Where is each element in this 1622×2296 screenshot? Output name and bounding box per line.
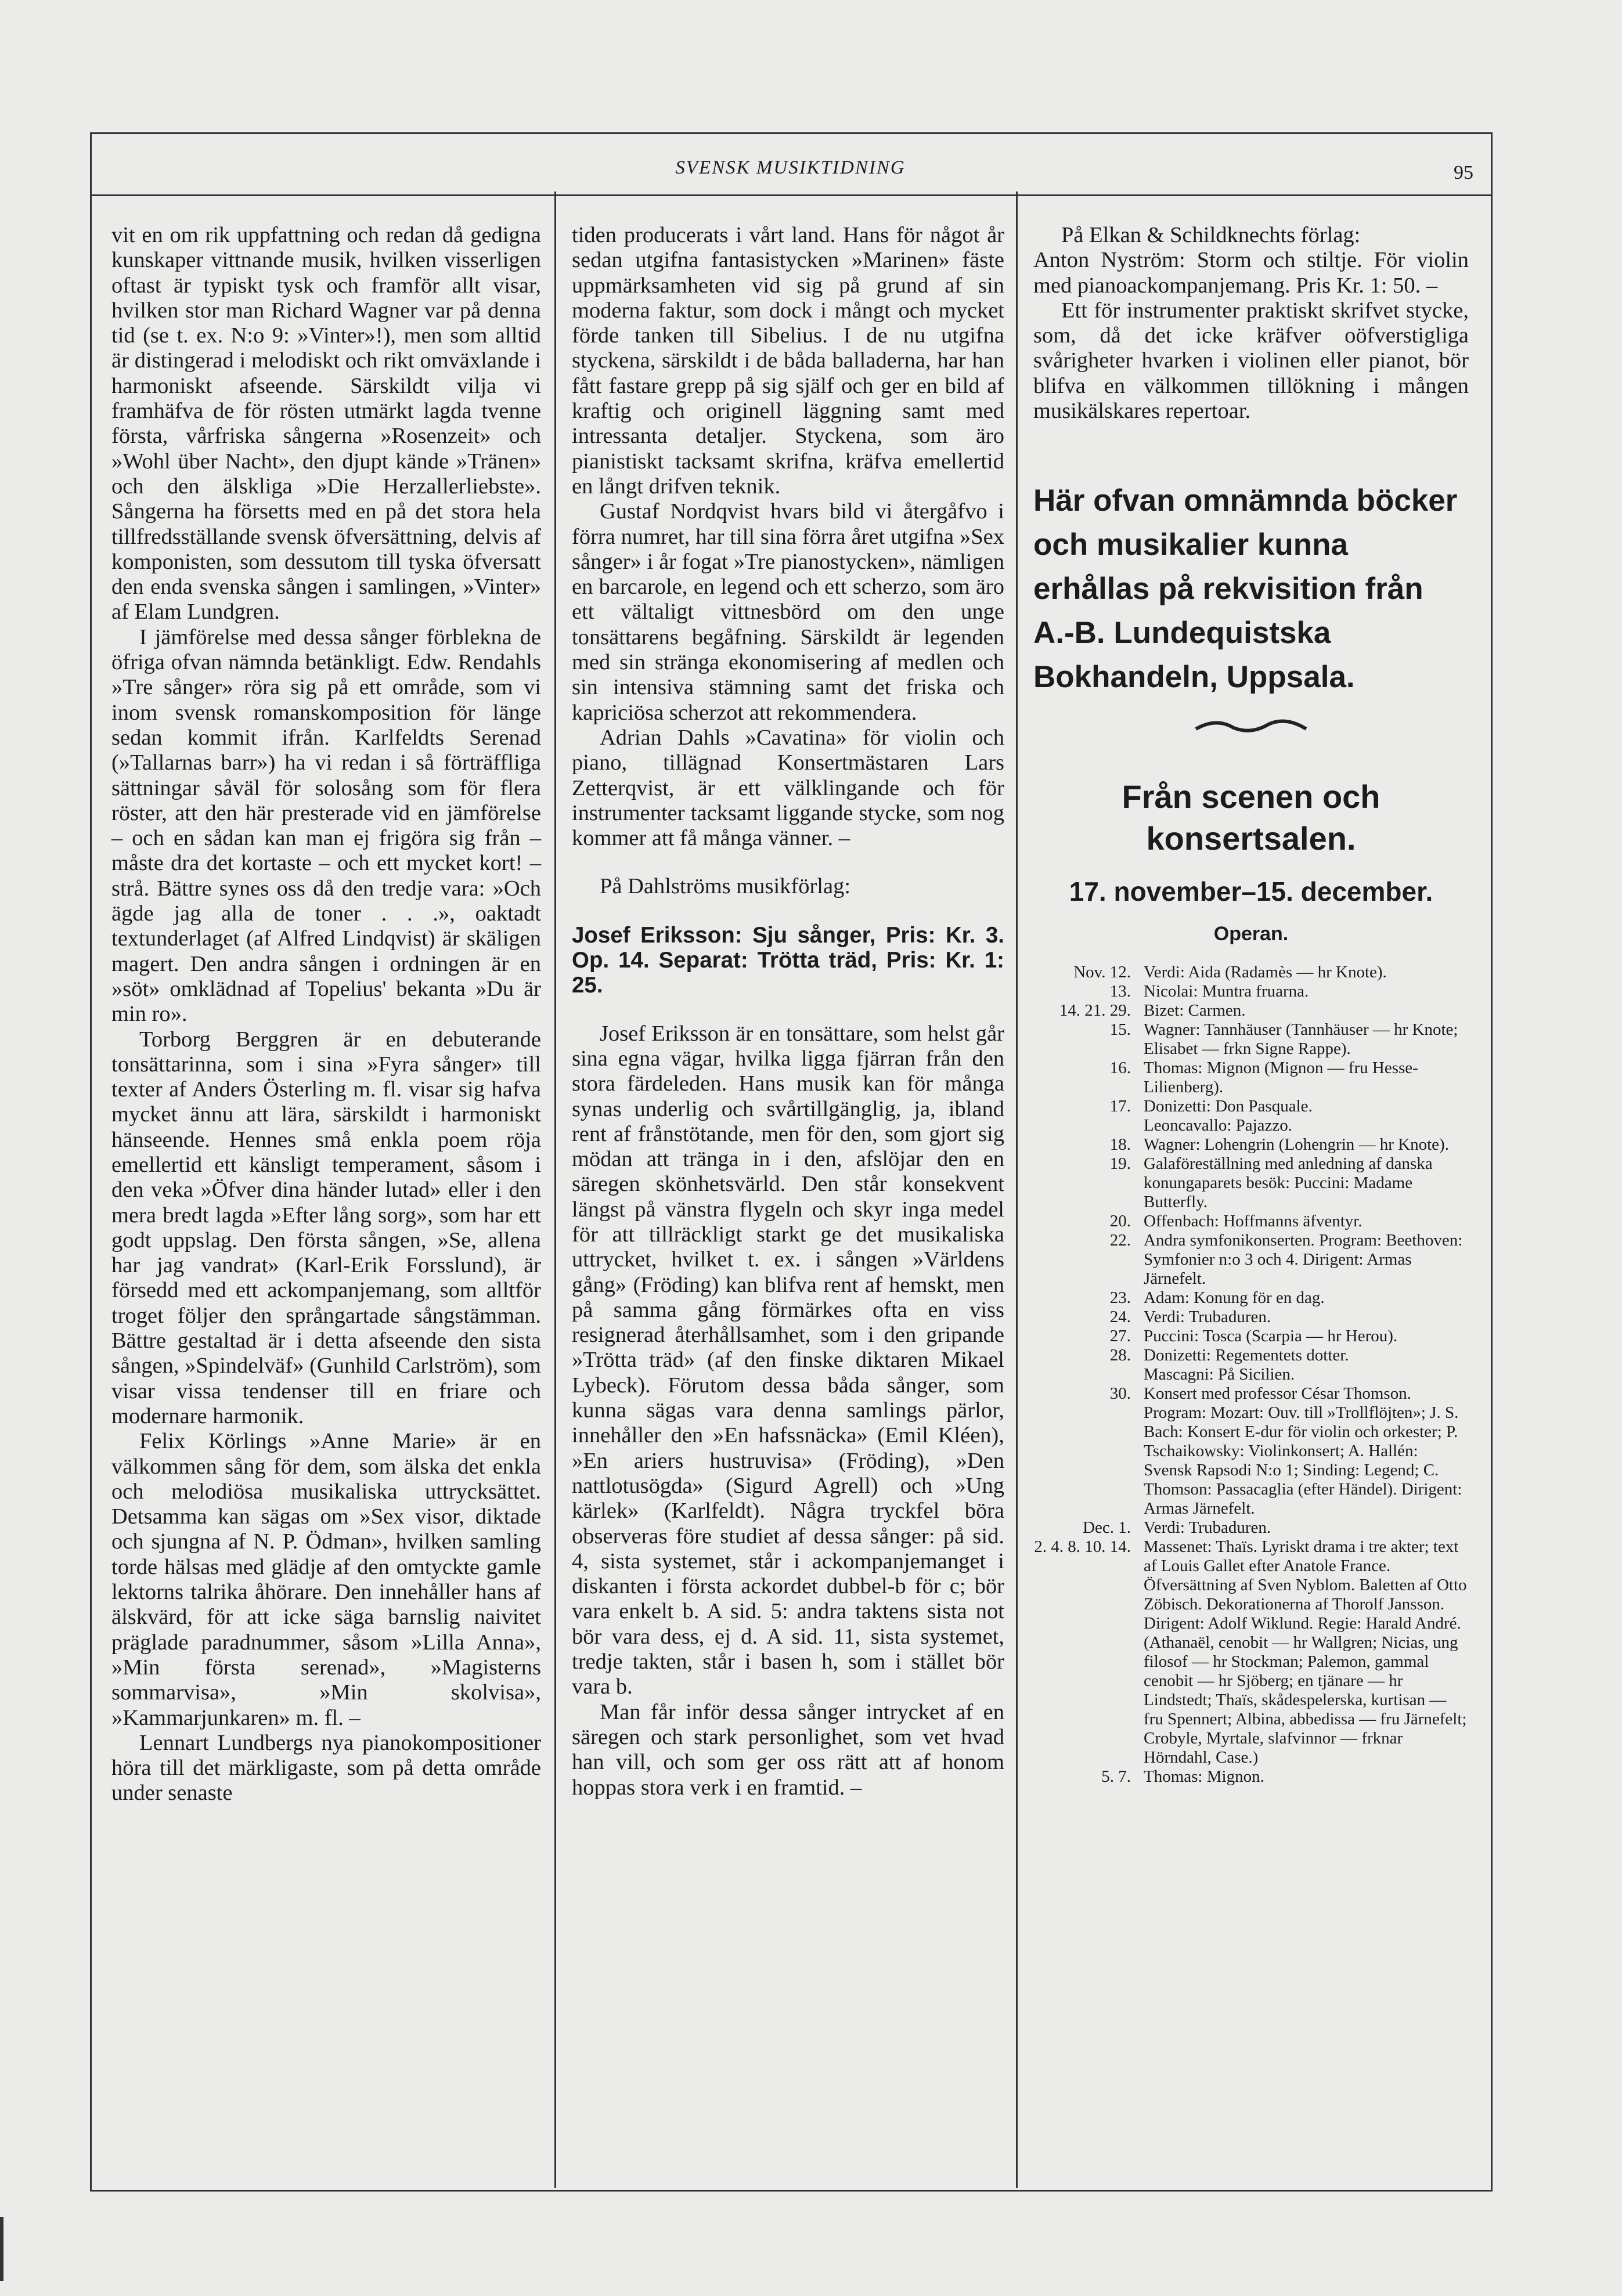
rep-date: 20. bbox=[1109, 1212, 1131, 1231]
paragraph: Felix Körlings »Anne Marie» är en välkommen sång för dem, som älska det enkla och melodiösa musikaliska uttrycksättet. Detsamma kan sägas om »Sex visor, diktade och sjungna af N. P. Ödman», hvilken samling torde hälsas med glädje af den omtyckte gamle lektorns talrika åhörare. Den innehåller hans af älskvärd, för att icke säga barnslig naivitet präglade paradnummer, såsom »Lilla Anna», »Min första serenad», »Magisterns sommarvisa», »Min skolvisa», »Kammarjunkaren» m. fl. – bbox=[111, 1429, 541, 1730]
rep-date: 27. bbox=[1109, 1327, 1131, 1346]
list-item bbox=[1033, 1365, 1469, 1384]
rep-date: 23. bbox=[1109, 1288, 1131, 1308]
column-middle bbox=[572, 223, 1004, 1800]
list-item bbox=[1033, 982, 1469, 1001]
journal-title: SVENSK MUSIKTIDNING bbox=[675, 157, 906, 178]
list-item bbox=[1033, 1308, 1469, 1327]
rep-text: Verdi: Trubaduren. bbox=[1144, 1308, 1271, 1327]
scan-edge-mark bbox=[0, 2217, 3, 2281]
rep-date: 24. bbox=[1109, 1308, 1131, 1327]
rep-text: Nicolai: Muntra fruarna. bbox=[1144, 982, 1309, 1001]
publisher-heading: På Dahlströms musikförlag: bbox=[600, 874, 851, 899]
paragraph: Lennart Lundbergs nya pianokompositioner höra till det märkligaste, som på detta område under senaste bbox=[111, 1730, 541, 1806]
list-item bbox=[1033, 1116, 1469, 1135]
list-item bbox=[1033, 1518, 1469, 1537]
ornament-icon bbox=[1033, 716, 1469, 741]
list-item bbox=[1033, 1154, 1469, 1212]
rep-text: Konsert med professor César Thomson. Program: Mozart: Ouv. till »Trollflöjten»; J. S. Bach: Konsert E-dur för violin och orkester; P. Tschaikowsky: Violinkonsert; A. Hallén: Svensk Rapsodi N:o 1; Sinding: Legend; C. Thomson: Passacaglia (efter Händel). Dirigent: Armas Järnefelt. bbox=[1144, 1384, 1462, 1518]
composer-line: Anton Nyström: Storm och stiltje. För violin med pianoackompanjemang. Pris Kr. 1: 50. – bbox=[1033, 248, 1469, 298]
list-item bbox=[1033, 1001, 1469, 1020]
rep-text: Leoncavallo: Pajazzo. bbox=[1144, 1116, 1293, 1135]
list-item bbox=[1033, 1097, 1469, 1116]
rep-text: Verdi: Trubaduren. bbox=[1144, 1518, 1271, 1537]
paragraph: Gustaf Nordqvist hvars bild vi återgåfvo i förra numret, har till sina förra året utgifna »Sex sånger» i år fogat »Tre pianostycken», nämligen en barcarole, en legend och ett scherzo, som äro ett vältaligt vittnesbörd om den unge tonsättarens begåfning. Särskildt är legenden med sin stränga ekonomisering af medlen och sin intensiva stämning samt det friska och kapriciösa scherzot att rekommendera. bbox=[572, 499, 1004, 725]
column-right bbox=[1033, 223, 1469, 1786]
rep-text: Bizet: Carmen. bbox=[1144, 1001, 1246, 1020]
rep-text: Galaföreställning med anledning af danska konungaparets besök: Puccini: Madame Butterfly. bbox=[1144, 1154, 1433, 1212]
list-item bbox=[1033, 1346, 1469, 1365]
column-left bbox=[111, 223, 541, 1806]
date-range: 17. november–15. december. bbox=[1069, 876, 1433, 907]
list-item bbox=[1033, 1537, 1469, 1767]
section-title: Från scenen och konsertsalen. bbox=[1122, 778, 1380, 857]
rep-text: Puccini: Tosca (Scarpia — hr Herou). bbox=[1144, 1327, 1398, 1346]
rep-text: Thomas: Mignon (Mignon — fru Hesse-Lilienberg). bbox=[1144, 1059, 1418, 1097]
list-item bbox=[1033, 1288, 1469, 1308]
rep-text: Massenet: Thaïs. Lyriskt drama i tre akter; text af Louis Gallet efter Anatole France. Öfversättning af Sven Nyblom. Baletten af Otto Zöbisch. Dekorationerna af Thorolf Jansson. Dirigent: Adolf Wiklund. Regie: Harald André. (Athanaël, cenobit — hr Wallgren; Nicias, ung filosof — hr Stockman; Palemon, gammal cenobit — hr Sjöberg; en tjänare — hr Lindstedt; Thaïs, skådespelerska, kurtisan — fru Spennert; Albina, abbedissa — fru Järnefelt; Crobyle, Myrtale, slafvinnor — frknar Hörndahl, Case.) bbox=[1144, 1537, 1467, 1767]
column-rule-1 bbox=[554, 192, 556, 2188]
list-item bbox=[1033, 1135, 1469, 1154]
rep-date: 16. bbox=[1109, 1059, 1131, 1078]
rep-date bbox=[1033, 1365, 1144, 1384]
rep-date: Nov. 12. bbox=[1073, 963, 1131, 982]
paragraph: Man får inför dessa sånger intrycket af en säregen och stark personlighet, som vet hvad han vill, och som ger oss rätt att af honom hoppas stora verk i en framtid. – bbox=[572, 1699, 1004, 1800]
list-item bbox=[1033, 1212, 1469, 1231]
rep-text: Verdi: Aida (Radamès — hr Knote). bbox=[1144, 963, 1387, 982]
rep-date: 15. bbox=[1109, 1020, 1131, 1039]
rep-date: 5. 7. bbox=[1101, 1767, 1131, 1786]
repertoire-list bbox=[1033, 963, 1469, 1786]
rep-text: Donizetti: Don Pasquale. bbox=[1144, 1097, 1313, 1116]
list-item bbox=[1033, 963, 1469, 982]
rep-text: Mascagni: På Sicilien. bbox=[1144, 1365, 1295, 1384]
rep-date: 22. bbox=[1109, 1231, 1131, 1250]
paragraph: Josef Eriksson är en tonsättare, som helst går sina egna vägar, hvilka ligga fjärran från den stora färdeleden. Hans musik kan för många synas underlig och svårtillgänglig, ja, ibland rent af frånstötande, men för den, som gjort sig mödan att tränga in i den, afslöjar den en säregen skönhetsvärld. Den står konsekvent längst på vänstra flygeln och skyr inga medel för att tillräckligt starkt ge det musikaliska uttrycket, hvilket t. ex. i sången »Världens gång» (Fröding) kan blifva rent af hemskt, men på samma gång förmärkes ofta en viss resignerad återhållsamhet, som i den gripande »Trötta träd» (af den finske diktaren Mikael Lybeck). Förutom dessa båda sånger, som kunna sägas vara denna samlings pärlor, innehåller den »En hafssnäcka» (Emil Kléen), »En ariers hustruvisa» (Fröding), »Den nattlotusögda» (Sigurd Agrell) och »Ung kärlek» (Karlfeldt). Några tryckfel böra observeras före studiet af dessa sånger: på sid. 4, sista systemet, står i ackompanjemanget i diskanten i första ackordet dubbel-b för c; bör vara enkelt b. A sid. 5: andra taktens sista not bör vara dess, ej d. A sid. 11, sista systemet, tredje takten, står i basen h, som i stället bör vara b. bbox=[572, 1021, 1004, 1699]
list-item bbox=[1033, 1767, 1469, 1786]
rep-date bbox=[1033, 1116, 1144, 1135]
list-item bbox=[1033, 1231, 1469, 1288]
rep-text: Offenbach: Hoffmanns äfventyr. bbox=[1144, 1212, 1363, 1231]
list-item bbox=[1033, 1059, 1469, 1097]
opera-heading: Operan. bbox=[1213, 922, 1289, 945]
rep-text: Donizetti: Regementets dotter. bbox=[1144, 1346, 1349, 1365]
paragraph: vit en om rik uppfattning och redan då gedigna kunskaper vittnande musik, hvilken visserligen oftast är typiskt tysk och framför allt visar, hvilken stor man Richard Wagner var på denna tid (se t. ex. N:o 9: »Vinter»!), men som alltid är distingerad i melodiskt och rikt omväxlande i harmoniskt afseende. Särskildt vilja vi framhäfva de för rösten utmärkt lagda tvenne första, vårfriska sångerna »Rosenzeit» och »Wohl über Nacht», den djupt kände »Tränen» och den älskliga »Die Herzallerliebste». Sångerna ha försetts med en på det stora hela tillfredsställande svensk öfversättning, delvis af komponisten, som dessutom till tyska öfversatt den enda svenska sången i samlingen, »Vinter» af Elam Lundgren. bbox=[111, 223, 541, 624]
paragraph: Ett för instrumenter praktiskt skrifvet stycke, som, då det icke kräfver oöfverstigliga svårigheter hvarken i violinen eller pianot, bör blifva en välkommen tillökning i mången musikälskares repertoar. bbox=[1033, 298, 1469, 424]
bookshop-advertisement: Här ofvan omnämnda böcker och musikalier kunna erhållas på rekvisition från A.-B. Lundequistska Bokhandeln, Uppsala. bbox=[1033, 483, 1458, 695]
rep-date: 14. 21. 29. bbox=[1059, 1001, 1131, 1020]
rep-date: 19. bbox=[1109, 1154, 1131, 1174]
rep-date: 13. bbox=[1109, 982, 1131, 1001]
rep-date: 18. bbox=[1109, 1135, 1131, 1154]
rep-date: 28. bbox=[1109, 1346, 1131, 1365]
rep-date: 30. bbox=[1109, 1384, 1131, 1403]
rep-text: Adam: Konung för en dag. bbox=[1144, 1288, 1325, 1308]
list-item bbox=[1033, 1384, 1469, 1518]
rep-text: Thomas: Mignon. bbox=[1144, 1767, 1264, 1786]
paragraph: Adrian Dahls »Cavatina» för violin och piano, tillägnad Konsertmästaren Lars Zetterqvist, är ett välklingande och för instrumenter tacksamt liggande stycke, som nog kommer att få många vänner. – bbox=[572, 725, 1004, 851]
paragraph: I jämförelse med dessa sånger förblekna de öfriga ofvan nämnda betänkligt. Edw. Rendahls »Tre sånger» röra sig på ett område, som vi inom svensk romanskomposition för länge sedan kommit ifrån. Karlfeldts Serenad (»Tallarnas barr») ha vi redan i så förträffliga sättningar såväl för solosång som för flera röster, att den här presterade vid en jämförelse – och en sådan kan man ej frigöra sig från – måste dra det kortaste – och ett mycket kort! – strå. Bättre synes oss då den tredje vara: »Och ägde jag alla de toner . . .», oaktadt textunderlaget (af Alfred Lindqvist) är skäligen magert. Den andra sången i ordningen är en »söt» omklädnad af Topelius' bekanta »Du är min ro». bbox=[111, 624, 541, 1027]
rep-date: 2. 4. 8. 10. 14. bbox=[1034, 1537, 1131, 1557]
publisher-heading: På Elkan & Schildknechts förlag: bbox=[1061, 223, 1361, 247]
list-item bbox=[1033, 1327, 1469, 1346]
rep-date: Dec. 1. bbox=[1083, 1518, 1131, 1537]
list-item bbox=[1033, 1020, 1469, 1059]
rep-text: Andra symfonikonserten. Program: Beethoven: Symfonier n:o 3 och 4. Dirigent: Armas Järnefelt. bbox=[1144, 1231, 1463, 1288]
page-number: 95 bbox=[1454, 162, 1473, 183]
paragraph: tiden producerats i vårt land. Hans för något år sedan utgifna fantasistycken »Marinen» fäste uppmärksamheten vid sig på grund af sin moderna faktur, som dock i mångt och mycket förde tanken till Sibelius. I de nu utgifna styckena, särskildt i de båda balladerna, har han fått fastare grepp på sig själf och ger en bild af kraftig och originell läggning samt med intressanta detaljer. Styckena, som äro pianistiskt tacksamt skrifna, kräfva emellertid en långt drifven teknik. bbox=[572, 223, 1004, 499]
column-rule-2 bbox=[1016, 192, 1018, 2188]
rep-text: Wagner: Tannhäuser (Tannhäuser — hr Knote; Elisabet — frkn Signe Rappe). bbox=[1144, 1020, 1458, 1059]
composer-line: Josef Eriksson: Sju sånger, Pris: Kr. 3. Op. 14. Separat: Trötta träd, Pris: Kr. 1: 25. bbox=[572, 922, 1004, 998]
rep-date: 17. bbox=[1109, 1097, 1131, 1116]
rep-text: Wagner: Lohengrin (Lohengrin — hr Knote). bbox=[1144, 1135, 1449, 1154]
paragraph: Torborg Berggren är en debuterande tonsättarinna, som i sina »Fyra sånger» till texter af Anders Österling m. fl. visar sig hafva mycket ännu att lära, särskildt i harmoniskt hänseende. Hennes små enkla poem röja emellertid ett känsligt temperament, såsom i den veka »Öfver dina händer lutad» eller i den mera bredt lagda »Efter lång sorg», som har ett godt uppslag. Den första sången, »Se, allena har jag vandrat» (Karl-Erik Forsslund), är försedd med ett ackompanjemang, som alltför troget följer den språngartade sångstämman. Bättre gestaltad är i detta afseende den sista sången, »Spindelväf» (Gunhild Carlström), som visar vissa tendenser till en friare och modernare harmonik. bbox=[111, 1027, 541, 1428]
